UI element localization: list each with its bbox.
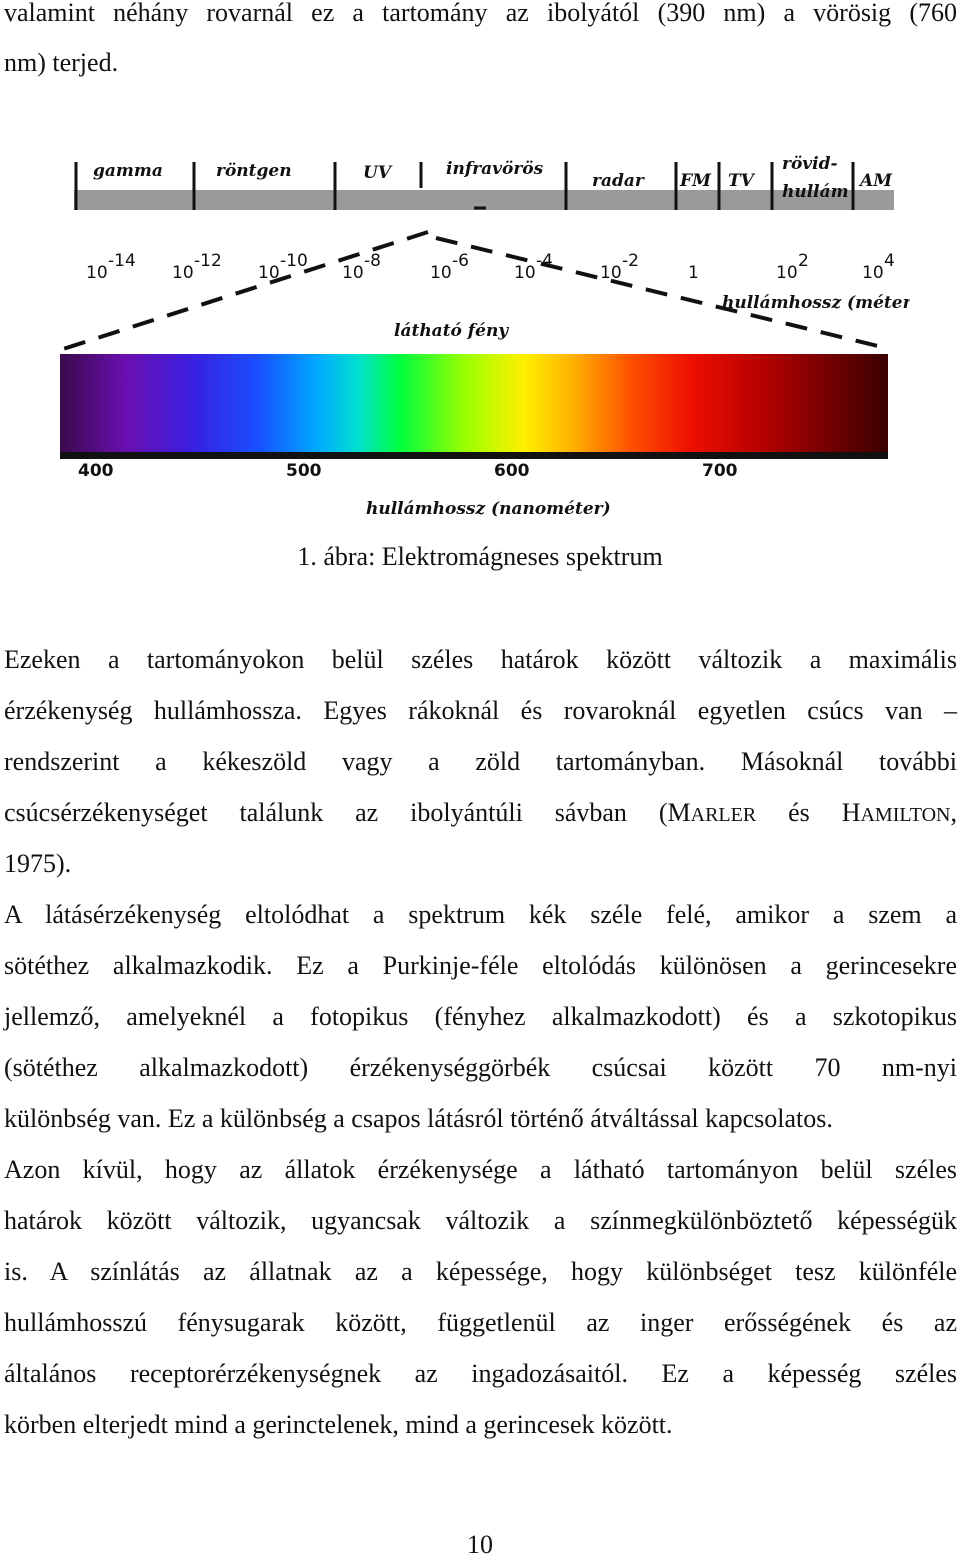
text-line: hullámhosszú fénysugarak között, függetlenül az inger erősségének és az — [4, 1308, 957, 1337]
text-line: nm) terjed. — [4, 48, 119, 77]
band-label-hullam: hullám — [782, 182, 849, 202]
wavelength-tick-exp: -8 — [364, 251, 381, 271]
author-smallcaps: AMILTON — [860, 804, 951, 826]
band-label-uv: UV — [363, 163, 392, 183]
text-line: A látásérzékenység eltolódhat a spektrum kék széle felé, amikor a szem a — [4, 900, 957, 929]
nm-axis-label: hullámhossz (nanométer) — [366, 499, 611, 519]
text-line: Azon kívül, hogy az állatok érzékenysége a látható tartományon belül széles — [4, 1155, 957, 1184]
wavelength-tick-base: 10 — [514, 263, 536, 283]
text-line: sötéthez alkalmazkodik. Ez a Purkinje-féle eltolódás különösen a gerincesekre — [4, 951, 957, 980]
wavelength-tick-base: 1 — [688, 263, 699, 283]
author-smallcaps: ARLER — [690, 804, 757, 826]
spectrum-baseline — [60, 452, 888, 459]
text-line: (sötéthez alkalmazkodott) érzékenységgörbék csúcsai között 70 nm-nyi — [4, 1053, 957, 1082]
wavelength-tick-base: 10 — [258, 263, 280, 283]
wavelength-tick-base: 10 — [600, 263, 622, 283]
nm-tick: 700 — [702, 461, 738, 481]
band-label-fm: FM — [680, 171, 711, 191]
wavelength-tick-exp: -4 — [536, 251, 553, 271]
spectrum-figure — [56, 150, 910, 525]
wavelength-tick-base: 10 — [430, 263, 452, 283]
wavelength-tick-base: 10 — [342, 263, 364, 283]
text-line: körben elterjedt mind a gerinctelenek, mind a gerincesek között. — [4, 1410, 673, 1439]
wavelength-tick-base: 10 — [86, 263, 108, 283]
nm-tick: 600 — [494, 461, 530, 481]
band-label-am: AM — [860, 171, 893, 191]
text-segment: , — [950, 798, 957, 827]
band-label-rontgen: röntgen — [216, 161, 292, 181]
text-line: határok között változik, ugyancsak változik a színmegkülönböztető képességük — [4, 1206, 957, 1235]
text-line: általános receptorérzékenységnek az ingadozásaitól. Ez a képesség széles — [4, 1359, 957, 1388]
projection-line-left — [60, 232, 428, 350]
wavelength-tick-exp: -12 — [194, 251, 222, 271]
wavelength-axis-label: hullámhossz (méter) — [722, 293, 910, 313]
nm-tick: 400 — [78, 461, 114, 481]
text-line: Ezeken a tartományokon belül széles határok között változik a maximális — [4, 645, 957, 674]
text-segment: és — [756, 798, 842, 827]
band-label-tv: TV — [728, 171, 754, 191]
wavelength-tick-base: 10 — [776, 263, 798, 283]
wavelength-tick-exp: -10 — [280, 251, 308, 271]
visible-light-label: látható fény — [394, 321, 509, 341]
author-initial: H — [841, 798, 861, 827]
band-label-infravoros: infravörös — [446, 159, 544, 179]
band-label-rovid: rövid- — [782, 154, 838, 174]
text-line: 1975). — [4, 849, 72, 878]
text-line: érzékenység hullámhossza. Egyes rákoknál és rovaroknál egyetlen csúcs van – — [4, 696, 957, 725]
citation-author — [842, 798, 951, 827]
text-segment: csúcsérzékenységet találunk az ibolyántúli sávban ( — [4, 798, 668, 827]
text-line: is. A színlátás az állatnak az a képessége, hogy különbséget tesz különféle — [4, 1257, 957, 1286]
text-line: jellemző, amelyeknél a fotopikus (fényhez alkalmazkodott) és a szkotopikus — [4, 1002, 957, 1031]
band-label-gamma: gamma — [93, 161, 163, 181]
wavelength-tick-exp: 4 — [884, 251, 895, 271]
wavelength-tick-base: 10 — [172, 263, 194, 283]
wavelength-tick-base: 10 — [862, 263, 884, 283]
text-line-with-citation — [4, 798, 957, 830]
nm-tick: 500 — [286, 461, 322, 481]
text-line: különbség van. Ez a különbség a csapos látásról történő átváltással kapcsolatos. — [4, 1104, 833, 1133]
text-line: valamint néhány rovarnál ez a tartomány az ibolyától (390 nm) a vörösig (760 — [4, 0, 957, 27]
wavelength-tick-exp: -14 — [108, 251, 136, 271]
citation-author — [668, 798, 757, 827]
spectrum-diagram — [56, 150, 910, 525]
text-line: rendszerint a kékeszöld vagy a zöld tartományban. Másoknál további — [4, 747, 957, 776]
wavelength-tick-exp: -2 — [622, 251, 639, 271]
page-number: 10 — [467, 1530, 493, 1559]
figure-caption: 1. ábra: Elektromágneses spektrum — [297, 542, 663, 571]
wavelength-tick-exp: -6 — [452, 251, 469, 271]
visible-spectrum-bar — [60, 354, 888, 452]
author-initial: M — [667, 798, 691, 827]
band-label-radar: radar — [592, 171, 644, 191]
wavelength-ticks — [86, 251, 895, 283]
wavelength-tick-exp: 2 — [798, 251, 809, 271]
